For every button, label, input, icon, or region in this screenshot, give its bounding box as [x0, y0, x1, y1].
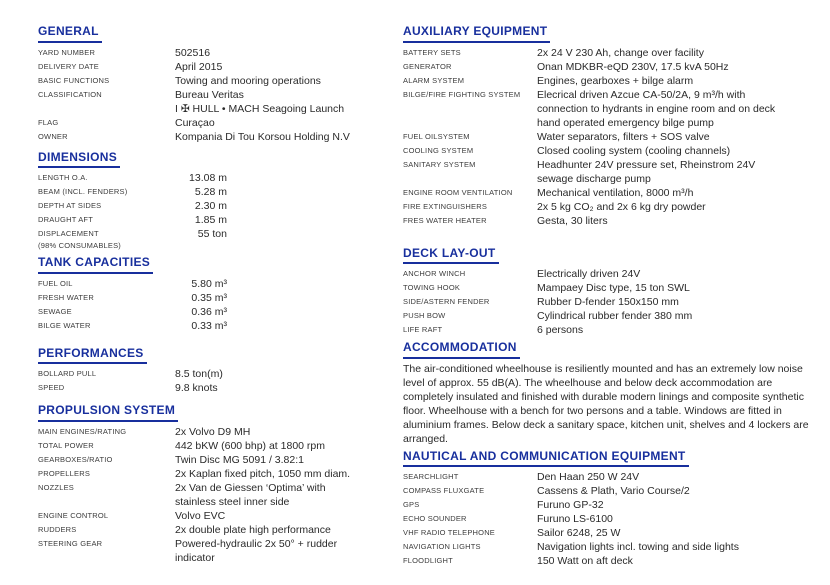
spec-value: 13.08 m: [189, 172, 227, 184]
spec-row: [38, 74, 398, 88]
section-body: [403, 46, 827, 228]
spec-value: Furuno LS-6100: [537, 513, 613, 525]
spec-value: I ✠ HULL • MACH Seagoing Launch: [175, 102, 345, 115]
spec-label: [38, 495, 175, 496]
spec-label: SEARCHLIGHT: [403, 472, 459, 481]
section-body: [38, 277, 398, 333]
spec-label: SPEED: [38, 383, 65, 392]
spec-value: 5.28 m: [194, 186, 227, 198]
spec-label: LENGTH O.A.: [38, 173, 88, 182]
spec-label: DEPTH AT SIDES: [38, 201, 102, 210]
right-column: [403, 25, 827, 568]
spec-label: ENGINE CONTROL: [38, 510, 109, 520]
spec-value: Water separators, filters + SOS valve: [537, 130, 710, 143]
spec-label: PUSH BOW: [403, 311, 446, 320]
spec-row: [403, 309, 827, 323]
section-body: [38, 46, 398, 144]
spec-label: FUEL OIL: [38, 278, 73, 288]
section-title: AUXILIARY EQUIPMENT: [403, 25, 550, 43]
spec-row: [38, 227, 398, 251]
spec-value: Onan MDKBR-eQD 230V, 17.5 kvA 50Hz: [537, 60, 729, 73]
section-nautical-and-communication-equipment: [403, 450, 827, 569]
spec-value: Sailor 6248, 25 W: [537, 527, 621, 539]
section-general: [38, 25, 398, 144]
section-body: [403, 267, 827, 337]
spec-row: [403, 214, 827, 228]
spec-value: Elecrical driven Azcue CA-50/2A, 9 m³/h with: [537, 88, 746, 101]
spec-label: [403, 102, 537, 103]
spec-row: [38, 305, 398, 319]
spec-row: [38, 381, 398, 395]
spec-row: [403, 295, 827, 309]
spec-value: Cassens & Plath, Vario Course/2: [537, 485, 690, 497]
spec-row: [403, 470, 827, 484]
spec-label: BILGE/FIRE FIGHTING SYSTEM: [403, 89, 521, 99]
spec-value: 0.33 m³: [191, 319, 227, 332]
spec-label: STEERING GEAR: [38, 538, 103, 548]
spec-value: Den Haan 250 W 24V: [537, 471, 640, 483]
section-title: NAUTICAL AND COMMUNICATION EQUIPMENT: [403, 450, 689, 468]
spec-row: [38, 495, 398, 509]
spec-value: 9.8 knots: [175, 382, 218, 394]
section-title: ACCOMMODATION: [403, 341, 520, 359]
spec-row: [403, 498, 827, 512]
spec-row: [38, 130, 398, 144]
spec-value: sewage discharge pump: [537, 172, 651, 185]
spec-label: FRESH WATER: [38, 292, 94, 302]
spec-value: hand operated emergency bilge pump: [537, 116, 714, 129]
spec-row: [403, 158, 827, 172]
spec-label: FIRE EXTINGUISHERS: [403, 201, 488, 211]
spec-label: SANITARY SYSTEM: [403, 159, 476, 169]
spec-value: Rubber D-fender 150x150 mm: [537, 296, 679, 308]
spec-value: Twin Disc MG 5091 / 3.82:1: [175, 453, 304, 466]
section-title: TANK CAPACITIES: [38, 256, 153, 274]
spec-row: [38, 367, 398, 381]
spec-row: [403, 186, 827, 200]
spec-value: Curaçao: [175, 116, 215, 129]
spec-label-line2: (98% CONSUMABLES): [38, 241, 122, 250]
spec-value: Volvo EVC: [175, 509, 226, 522]
spec-row: [403, 130, 827, 144]
section-title: PROPULSION SYSTEM: [38, 404, 178, 422]
spec-row: [403, 74, 827, 88]
spec-row: [38, 88, 398, 102]
spec-label: PROPELLERS: [38, 468, 91, 478]
spec-row: [38, 171, 398, 185]
spec-row: [38, 60, 398, 74]
spec-row: [38, 425, 398, 439]
spec-row: [38, 439, 398, 453]
spec-label: YARD NUMBER: [38, 47, 96, 57]
spec-value: 442 bKW (600 bhp) at 1800 rpm: [175, 439, 326, 452]
section-propulsion-system: [38, 404, 398, 565]
spec-row: [38, 453, 398, 467]
section-title: PERFORMANCES: [38, 347, 147, 365]
spec-value: April 2015: [175, 60, 223, 73]
spec-value: 0.35 m³: [191, 291, 227, 304]
spec-value: Closed cooling system (cooling channels): [537, 144, 731, 157]
spec-value: 2.30 m: [194, 200, 227, 212]
spec-row: [38, 509, 398, 523]
spec-value: 2x Van de Giessen ‘Optima’ with: [175, 481, 326, 494]
spec-label: OWNER: [38, 131, 68, 141]
section-body: [38, 367, 398, 395]
section-performances: [38, 347, 398, 396]
spec-label: COOLING SYSTEM: [403, 145, 474, 155]
spec-value: Towing and mooring operations: [175, 74, 321, 87]
spec-row: [403, 281, 827, 295]
spec-value: Gesta, 30 liters: [537, 214, 608, 227]
spec-label: FLOODLIGHT: [403, 556, 453, 565]
spec-row: [403, 540, 827, 554]
spec-row: [38, 481, 398, 495]
spec-label: [38, 551, 175, 552]
spec-value: 1.85 m: [194, 214, 227, 226]
spec-label: ENGINE ROOM VENTILATION: [403, 187, 513, 197]
spec-label: FUEL OILSYSTEM: [403, 131, 470, 141]
spec-row: [403, 88, 827, 102]
spec-label: NOZZLES: [38, 482, 74, 492]
spec-label: VHF RADIO TELEPHONE: [403, 528, 496, 537]
spec-row: [403, 484, 827, 498]
spec-label: COMPASS FLUXGATE: [403, 486, 485, 495]
section-auxiliary-equipment: [403, 25, 827, 228]
spec-row: [38, 523, 398, 537]
section-body: [403, 362, 827, 446]
spec-label: LIFE RAFT: [403, 325, 443, 334]
spec-row: [403, 200, 827, 214]
spec-row: [403, 144, 827, 158]
spec-value: 8.5 ton(m): [175, 368, 223, 380]
spec-label: SIDE/ASTERN FENDER: [403, 297, 490, 306]
spec-label: NAVIGATION LIGHTS: [403, 542, 481, 551]
spec-row: [403, 102, 827, 116]
spec-label: BILGE WATER: [38, 320, 91, 330]
spec-label: MAIN ENGINES/RATING: [38, 426, 127, 436]
spec-value: connection to hydrants in engine room and on deck: [537, 102, 776, 115]
spec-value: 2x double plate high performance: [175, 523, 331, 536]
spec-row: [38, 291, 398, 305]
spec-label: FRES WATER HEATER: [403, 215, 487, 225]
spec-label: BASIC FUNCTIONS: [38, 75, 110, 85]
spec-label: TOWING HOOK: [403, 283, 461, 292]
spec-row: [38, 116, 398, 130]
spec-value: 2x Volvo D9 MH: [175, 425, 251, 438]
spec-value: 2x Kaplan fixed pitch, 1050 mm diam.: [175, 467, 351, 480]
spec-value: Mechanical ventilation, 8000 m³/h: [537, 186, 694, 199]
spec-label: SEWAGE: [38, 306, 72, 316]
spec-label: GEARBOXES/RATIO: [38, 454, 113, 464]
spec-value: Bureau Veritas: [175, 88, 244, 101]
spec-value: 5.80 m³: [191, 277, 227, 290]
section-deck-lay-out: [403, 247, 827, 338]
spec-row: [403, 323, 827, 337]
section-tank-capacities: [38, 256, 398, 333]
section-accommodation: [403, 341, 827, 446]
section-body: [38, 171, 398, 251]
spec-label: GPS: [403, 500, 420, 509]
spec-value: 6 persons: [537, 324, 584, 336]
spec-label: CLASSIFICATION: [38, 89, 102, 99]
spec-label: RUDDERS: [38, 524, 77, 534]
spec-row: [38, 185, 398, 199]
accommodation-text: The air-conditioned wheelhouse is resiliently mounted and has an extremely low noise level of approx. 55 dB(A). The wheelhouse and below deck accommodation are completely insulated and finished with durable modern linings and composite synthetic floor. Wheelhouse with a bench for two persons and a table. Windows are fitted in aluminium frames. Below deck a sanitary space, kitchen unit, shelves and 4 lockers are arranged.: [403, 362, 809, 445]
spec-value: 0.36 m³: [191, 305, 227, 318]
spec-value: Kompania Di Tou Korsou Holding N.V: [175, 130, 350, 143]
spec-row: [38, 102, 398, 116]
spec-label: BEAM (INCL. FENDERS): [38, 187, 128, 196]
spec-label: GENERATOR: [403, 61, 452, 71]
spec-value: Headhunter 24V pressure set, Rheinstrom 24V: [537, 158, 756, 171]
spec-value: Engines, gearboxes + bilge alarm: [537, 74, 694, 87]
spec-row: [38, 551, 398, 565]
section-body: [38, 425, 398, 565]
spec-label: BATTERY SETS: [403, 47, 461, 57]
spec-row: [403, 512, 827, 526]
spec-row: [403, 46, 827, 60]
spec-value: 502516: [175, 46, 211, 59]
section-title: DIMENSIONS: [38, 151, 120, 169]
spec-row: [38, 46, 398, 60]
section-title: GENERAL: [38, 25, 102, 43]
spec-label: DISPLACEMENT (98% CONSUMABLES): [38, 227, 175, 251]
spec-row: [38, 199, 398, 213]
spec-label: ECHO SOUNDER: [403, 514, 467, 523]
spec-value: Mampaey Disc type, 15 ton SWL: [537, 282, 690, 294]
spec-label: DELIVERY DATE: [38, 61, 99, 71]
spec-row: [403, 554, 827, 568]
spec-value: Navigation lights incl. towing and side lights: [537, 541, 739, 553]
left-column: [38, 25, 398, 565]
spec-value: stainless steel inner side: [175, 495, 290, 508]
spec-label: BOLLARD PULL: [38, 369, 97, 378]
spec-row: [403, 172, 827, 186]
spec-label: FLAG: [38, 117, 59, 127]
spec-value: Cylindrical rubber fender 380 mm: [537, 310, 693, 322]
spec-row: [38, 467, 398, 481]
spec-row: [38, 277, 398, 291]
spec-row: [403, 60, 827, 74]
spec-row: [38, 319, 398, 333]
spec-value: 2x 5 kg CO₂ and 2x 6 kg dry powder: [537, 200, 706, 213]
spec-row: [38, 213, 398, 227]
spec-label: [403, 116, 537, 117]
spec-label: ANCHOR WINCH: [403, 269, 466, 278]
spec-value: Powered-hydraulic 2x 50° + rudder: [175, 537, 338, 550]
spec-label: DRAUGHT AFT: [38, 215, 93, 224]
spec-value: Furuno GP-32: [537, 499, 604, 511]
spec-value: 150 Watt on aft deck: [537, 555, 633, 567]
section-dimensions: [38, 151, 398, 252]
spec-row: [403, 267, 827, 281]
spec-label: [38, 102, 175, 103]
spec-row: [403, 116, 827, 130]
spec-value: indicator: [175, 551, 215, 564]
spec-row: [38, 537, 398, 551]
spec-label: TOTAL POWER: [38, 440, 94, 450]
spec-value: 55 ton: [197, 228, 227, 240]
spec-row: [403, 526, 827, 540]
spec-value: Electrically driven 24V: [537, 268, 641, 280]
spec-label: ALARM SYSTEM: [403, 75, 465, 85]
spec-label: [403, 172, 537, 173]
section-body: [403, 470, 827, 568]
spec-value: 2x 24 V 230 Ah, change over facility: [537, 46, 704, 59]
section-title: DECK LAY-OUT: [403, 247, 499, 265]
